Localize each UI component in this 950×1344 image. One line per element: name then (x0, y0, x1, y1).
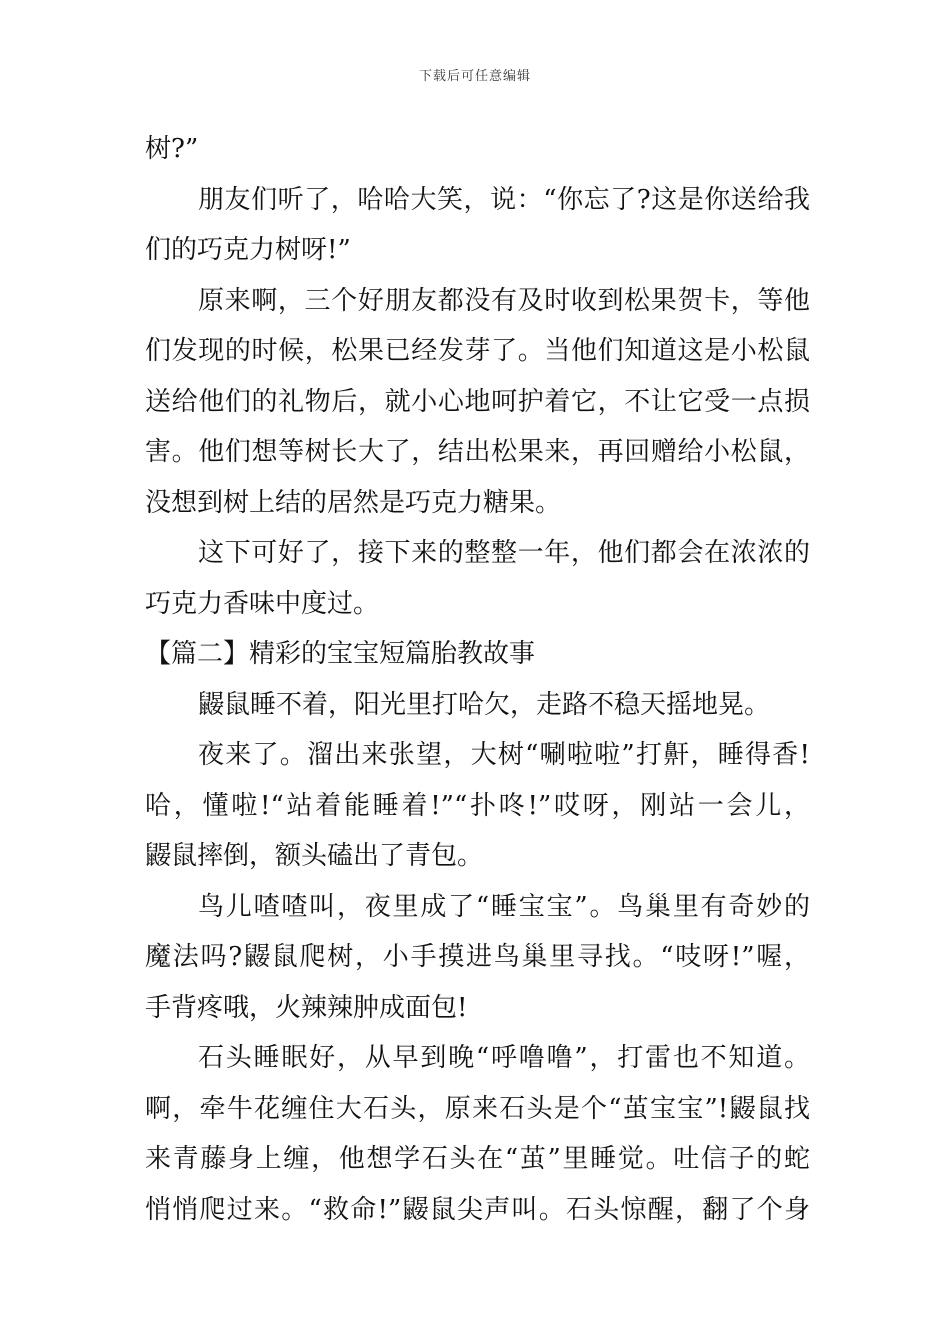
text-line: 悄悄爬过来。“救命!”鼹鼠尖声叫。石头惊醒，翻了个身 (145, 1194, 810, 1225)
text-line: 们的巧克力树呀!” (145, 235, 351, 265)
paragraph-first-line: 夜来了。溜出来张望，大树“唰啦啦”打鼾，睡得香! (198, 740, 810, 770)
document-body (145, 124, 810, 1235)
text-line: 手背疼哦，火辣辣肿成面包! (145, 992, 468, 1023)
text-line: 巧克力香味中度过。 (145, 588, 380, 619)
text-line: 没想到树上结的居然是巧克力糖果。 (145, 487, 562, 518)
paragraph-first-line: 鸟儿喳喳叫，夜里成了“睡宝宝”。鸟巢里有奇妙的 (198, 891, 810, 922)
text-line: 啊，牵牛花缠住大石头，原来石头是个“茧宝宝”!鼹鼠找 (145, 1093, 810, 1124)
section-heading: 【篇二】精彩的宝宝短篇胎教故事 (145, 639, 536, 669)
paragraph-first-line: 这下可好了，接下来的整整一年，他们都会在浓浓的 (198, 538, 810, 568)
text-line: 哈，懂啦!“站着能睡着!”“扑咚!”哎呀，刚站一会儿， (145, 790, 810, 821)
paragraph-first-line: 鼹鼠睡不着，阳光里打哈欠，走路不稳天摇地晃。 (198, 689, 771, 720)
text-line: 树?” (145, 134, 199, 164)
text-line: 来青藤身上缠，他想学石头在“茧”里睡觉。吐信子的蛇 (145, 1144, 810, 1174)
text-line: 魔法吗?鼹鼠爬树，小手摸进鸟巢里寻找。“吱呀!”喔， (145, 942, 810, 972)
page-header: 下载后可任意编辑 (418, 69, 531, 84)
text-line: 害。他们想等树长大了，结出松果来，再回赠给小松鼠， (145, 437, 810, 467)
text-line: 送给他们的礼物后，就小心地呵护着它，不让它受一点损 (145, 386, 810, 417)
paragraph-first-line: 原来啊，三个好朋友都没有及时收到松果贺卡，等他 (198, 285, 810, 316)
paragraph-first-line: 朋友们听了，哈哈大笑，说：“你忘了?这是你送给我 (198, 184, 810, 215)
text-line: 鼹鼠摔倒，额头磕出了青包。 (145, 841, 484, 871)
paragraph-first-line: 石头睡眠好，从早到晚“呼噜噜”，打雷也不知道。 (198, 1043, 810, 1073)
text-line: 们发现的时候，松果已经发芽了。当他们知道这是小松鼠 (145, 336, 810, 366)
